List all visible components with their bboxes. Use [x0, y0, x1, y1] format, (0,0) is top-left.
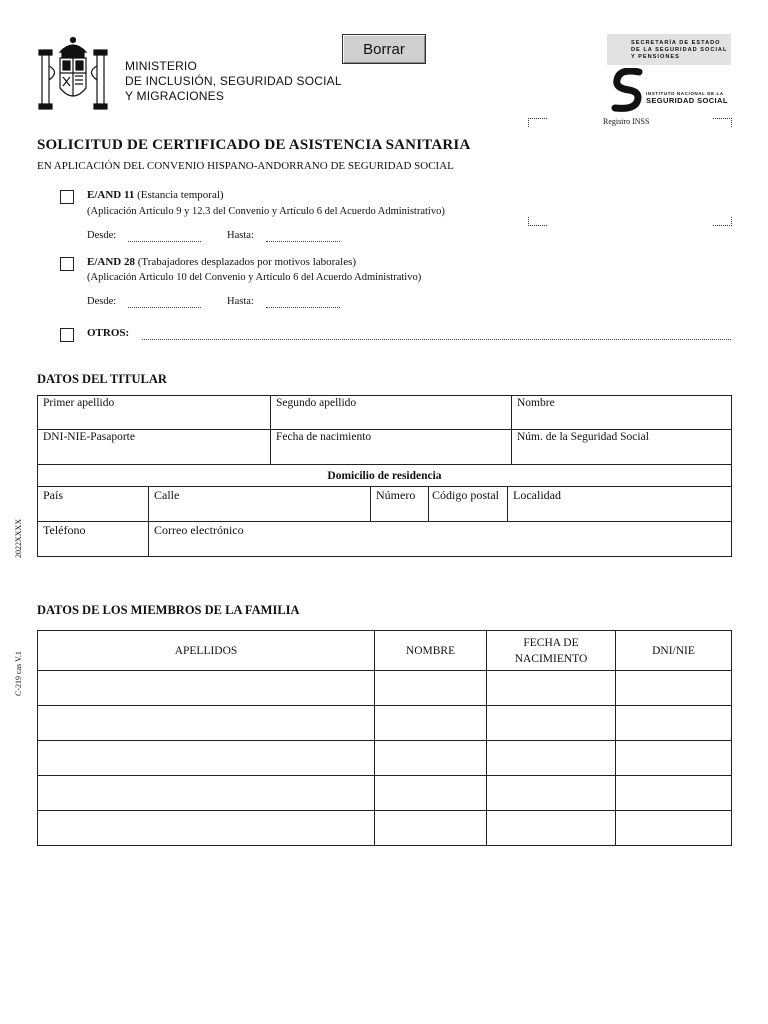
option-eand28-desc-open: (	[137, 256, 142, 268]
primer-apellido-label: Primer apellido	[43, 397, 115, 409]
stamp-corner-tr	[713, 118, 732, 127]
option-eand11-desc: (Estancia temporal)	[137, 189, 224, 201]
desde-label-2: Desde:	[87, 296, 117, 307]
side-code-form: C-219 cas V.1	[14, 651, 23, 696]
cell-dni[interactable]	[616, 706, 732, 741]
col-fecha-line-1: FECHA DE	[523, 636, 579, 649]
desde-label-1: Desde:	[87, 230, 117, 241]
cell-nombre[interactable]	[375, 776, 487, 811]
hasta-field-2[interactable]	[266, 297, 340, 308]
primer-apellido-field[interactable]	[38, 396, 271, 430]
col-apellidos	[38, 631, 375, 671]
domicilio-table	[37, 464, 732, 557]
familia-heading: DATOS DE LOS MIEMBROS DE LA FAMILIA	[37, 603, 300, 617]
numero-field[interactable]	[371, 487, 429, 522]
cell-nombre[interactable]	[375, 671, 487, 706]
table-row	[38, 706, 732, 741]
stamp-corner-br	[713, 217, 732, 226]
cell-nombre[interactable]	[375, 706, 487, 741]
checkbox-eand11[interactable]	[60, 190, 74, 204]
cell-dni[interactable]	[616, 671, 732, 706]
col-fecha	[487, 631, 616, 671]
dni-label: DNI-NIE-Pasaporte	[43, 431, 135, 443]
pais-label: País	[43, 488, 64, 502]
titular-table	[37, 395, 732, 465]
cell-nombre[interactable]	[375, 811, 487, 846]
otros-field[interactable]	[142, 329, 731, 340]
registro-label: Registro INSS	[603, 117, 650, 126]
fecha-nac-field[interactable]	[271, 430, 512, 465]
table-row	[38, 776, 732, 811]
ministry-line-2: DE INCLUSIÓN, SEGURIDAD SOCIAL	[125, 74, 342, 88]
inss-logo-icon	[609, 68, 645, 112]
col-apellidos-label: APELLIDOS	[174, 644, 238, 657]
option-eand28-label	[87, 256, 356, 268]
sec-line-2: DE LA SEGURIDAD SOCIAL	[631, 47, 728, 53]
col-nombre-label: NOMBRE	[405, 644, 456, 657]
nombre-field[interactable]	[512, 396, 732, 430]
sec-line-3: Y PENSIONES	[631, 54, 680, 60]
cell-apellidos[interactable]	[38, 706, 375, 741]
inss-subtitle: INSTITUTO NACIONAL DE LA	[646, 91, 724, 96]
domicilio-label: Domicilio de residencia	[327, 469, 442, 482]
numero-label: Número	[376, 488, 416, 502]
checkbox-eand28[interactable]	[60, 257, 74, 271]
form-title: SOLICITUD DE CERTIFICADO DE ASISTENCIA SANITARIA	[37, 137, 471, 153]
stamp-corner-bl	[528, 217, 547, 226]
cell-dni[interactable]	[616, 741, 732, 776]
nombre-label: Nombre	[517, 397, 555, 409]
ministry-name	[125, 59, 342, 104]
pais-field[interactable]	[38, 487, 149, 522]
coat-of-arms-icon	[36, 36, 110, 112]
option-eand11-label	[87, 189, 224, 201]
hasta-label-1: Hasta:	[227, 230, 254, 241]
col-fecha-line-2: NACIMIENTO	[514, 652, 588, 665]
cell-fecha[interactable]	[487, 671, 616, 706]
desde-field-1[interactable]	[128, 231, 201, 242]
num-ss-label: Núm. de la Seguridad Social	[517, 431, 649, 443]
col-dni	[616, 631, 732, 671]
localidad-label: Localidad	[513, 488, 561, 502]
secretaria-box	[607, 34, 731, 65]
num-ss-field[interactable]	[512, 430, 732, 465]
stamp-corner-tl	[528, 118, 547, 127]
domicilio-header	[38, 465, 732, 487]
familia-table	[37, 630, 732, 846]
option-eand28-code: E/AND 28	[87, 256, 135, 268]
cell-fecha[interactable]	[487, 811, 616, 846]
table-row	[38, 671, 732, 706]
cell-apellidos[interactable]	[38, 671, 375, 706]
cp-field[interactable]	[429, 487, 508, 522]
option-otros-label	[87, 327, 129, 339]
cell-apellidos[interactable]	[38, 811, 375, 846]
fecha-nac-label: Fecha de nacimiento	[276, 431, 372, 443]
ministry-line-3: Y MIGRACIONES	[125, 89, 225, 103]
cell-nombre[interactable]	[375, 741, 487, 776]
table-row	[38, 811, 732, 846]
ministry-line-1: MINISTERIO	[125, 59, 198, 73]
borrar-button[interactable]: Borrar	[342, 34, 426, 64]
segundo-apellido-label: Segundo apellido	[276, 397, 357, 409]
cell-dni[interactable]	[616, 776, 732, 811]
hasta-field-1[interactable]	[266, 231, 340, 242]
cell-fecha[interactable]	[487, 741, 616, 776]
titular-heading: DATOS DEL TITULAR	[37, 372, 167, 386]
telefono-field[interactable]	[38, 522, 149, 557]
cp-label: Código postal	[432, 488, 500, 502]
cell-fecha[interactable]	[487, 706, 616, 741]
dni-field[interactable]	[38, 430, 271, 465]
col-nombre	[375, 631, 487, 671]
sec-line-1: SECRETARÍA DE ESTADO	[631, 40, 721, 46]
cell-fecha[interactable]	[487, 776, 616, 811]
calle-field[interactable]	[149, 487, 371, 522]
checkbox-otros[interactable]	[60, 328, 74, 342]
segundo-apellido-field[interactable]	[271, 396, 512, 430]
col-dni-label: DNI/NIE	[652, 644, 695, 657]
side-code-date: 2022XXXX	[14, 518, 23, 558]
cell-apellidos[interactable]	[38, 776, 375, 811]
table-row	[38, 741, 732, 776]
option-eand11-note: (Aplicación Artículo 9 y 12.3 del Convenio y Artículo 6 del Acuerdo Administrativo)	[87, 206, 445, 217]
form-subtitle: EN APLICACIÓN DEL CONVENIO HISPANO-ANDORRANO DE SEGURIDAD SOCIAL	[37, 160, 454, 172]
correo-field[interactable]	[149, 522, 732, 557]
calle-label: Calle	[154, 488, 180, 502]
desde-field-2[interactable]	[128, 297, 201, 308]
inss-title: SEGURIDAD SOCIAL	[646, 96, 728, 105]
localidad-field[interactable]	[508, 487, 732, 522]
cell-dni[interactable]	[616, 811, 732, 846]
option-eand11-code: E/AND 11	[87, 189, 135, 201]
option-otros-code: OTROS:	[87, 327, 130, 339]
correo-label: Correo electrónico	[154, 523, 244, 537]
option-eand28-note: (Aplicación Artículo 10 del Convenio y Artículo 6 del Acuerdo Administrativo)	[87, 272, 422, 283]
cell-apellidos[interactable]	[38, 741, 375, 776]
option-eand28-desc: Trabajadores desplazados por motivos laborales)	[141, 256, 357, 268]
hasta-label-2: Hasta:	[227, 296, 254, 307]
telefono-label: Teléfono	[43, 523, 86, 537]
